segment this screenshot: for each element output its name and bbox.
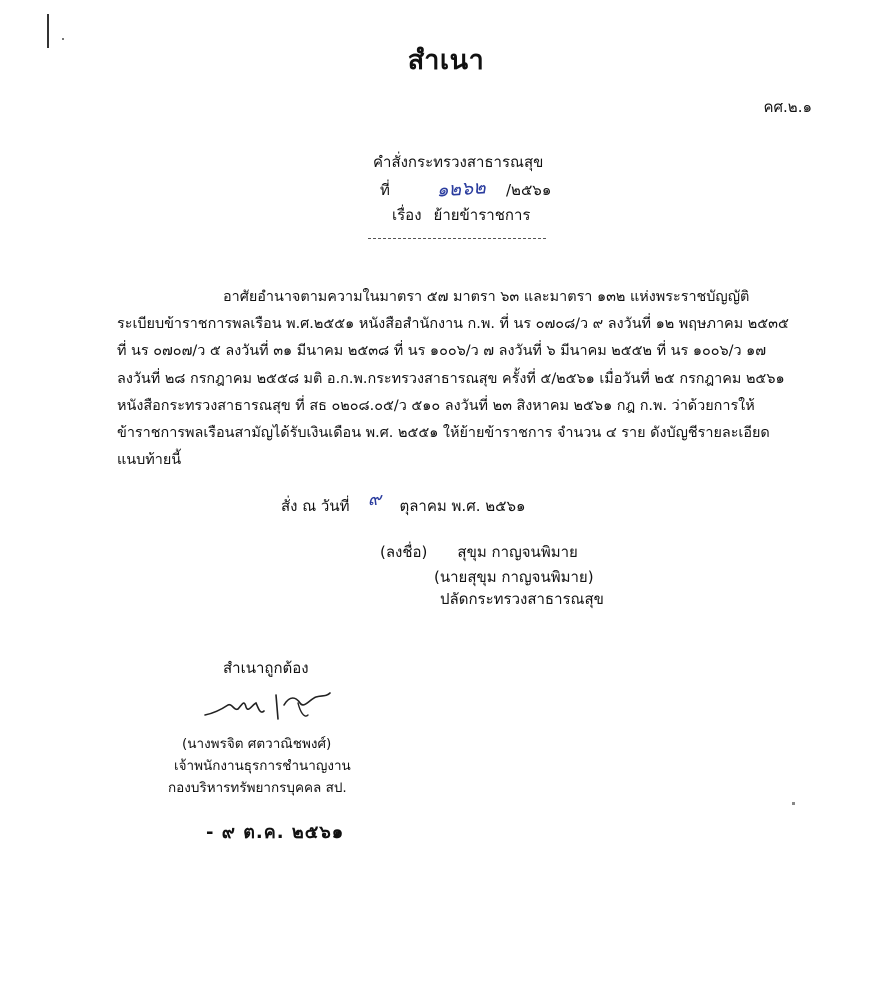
scan-speck <box>792 802 795 805</box>
order-number-handwritten: ๑๒๖๒ <box>435 176 487 202</box>
signed-row <box>380 540 578 564</box>
body-line: ที่ นร ๐๗๐๗/ว ๕ ลงวันที่ ๓๑ มีนาคม ๒๕๓๘ ที่ นร ๑๐๐๖/ว ๗ ลงวันที่ ๖ มีนาคม ๒๕๕๒ ที่ นร ๑๐๐๖/ว ๑๗ <box>117 343 767 360</box>
separator-dashed-line <box>368 238 546 239</box>
body-line: ข้าราชการพลเรือนสามัญได้รับเงินเดือน พ.ศ. ๒๕๕๑ ให้ย้ายข้าราชการ จำนวน ๔ ราย ดังบัญชีรายละเอียด <box>117 425 770 442</box>
body-line: หนังสือกระทรวงสาธารณสุข ที่ สธ ๐๒๐๘.๐๕/ว ๕๑๐ ลงวันที่ ๒๓ สิงหาคม ๒๕๖๑ กฎ ก.พ. ว่าด้วยการให้ <box>117 397 755 414</box>
document-title: สำเนา <box>407 45 485 76</box>
certified-label: สำเนาถูกต้อง <box>223 659 309 677</box>
date-stamp: - ๙ ต.ค. ๒๕๖๑ <box>206 822 345 843</box>
order-issuer: คำสั่งกระทรวงสาธารณสุข <box>373 153 544 171</box>
signer-full-name: (นายสุขุม กาญจนพิมาย) <box>434 568 594 586</box>
subject-text: ย้ายข้าราชการ <box>433 206 531 224</box>
body-line: อาศัยอำนาจตามความในมาตรา ๕๗ มาตรา ๖๓ และมาตรา ๑๓๒ แห่งพระราชบัญญัติ <box>223 289 750 305</box>
subject-label: เรื่อง <box>392 206 422 224</box>
given-date-row <box>281 490 526 519</box>
order-number-row <box>380 174 551 204</box>
given-prefix: สั่ง ณ วันที่ <box>281 497 350 515</box>
form-code: คศ.๒.๑ <box>763 98 812 116</box>
certifier-name: (นางพรจิต ศตวาณิชพงศ์) <box>182 736 332 752</box>
body-paragraph <box>117 284 807 474</box>
signer-position: ปลัดกระทรวงสาธารณสุข <box>440 590 604 608</box>
handwritten-signature <box>200 685 340 725</box>
signed-name: สุขุม กาญจนพิมาย <box>457 543 578 561</box>
given-day-handwritten: ๙ <box>367 489 382 510</box>
subject-row <box>392 203 530 227</box>
order-number-year: /๒๕๖๑ <box>506 181 552 199</box>
signed-label: (ลงชื่อ) <box>380 543 428 561</box>
body-line: แนบท้ายนี้ <box>117 452 182 469</box>
given-month-year: ตุลาคม พ.ศ. ๒๕๖๑ <box>399 497 526 515</box>
body-line: ลงวันที่ ๒๘ กรกฎาคม ๒๕๕๘ มติ อ.ก.พ.กระทรวงสาธารณสุข ครั้งที่ ๕/๒๕๖๑ เมื่อวันที่ ๒๕ กรกฎาคม ๒๕๖๑ <box>117 370 785 387</box>
body-line: ระเบียบข้าราชการพลเรือน พ.ศ.๒๕๕๑ หนังสือสำนักงาน ก.พ. ที่ นร ๐๗๐๘/ว ๙ ลงวันที่ ๑๒ พฤษภาคม ๒๕๓๕ <box>117 316 789 333</box>
certifier-position-line1: เจ้าพนักงานธุรการชำนาญงาน <box>174 758 351 774</box>
order-number-label: ที่ <box>380 181 390 199</box>
certifier-position-line2: กองบริหารทรัพยากรบุคคล สป. <box>168 780 347 796</box>
